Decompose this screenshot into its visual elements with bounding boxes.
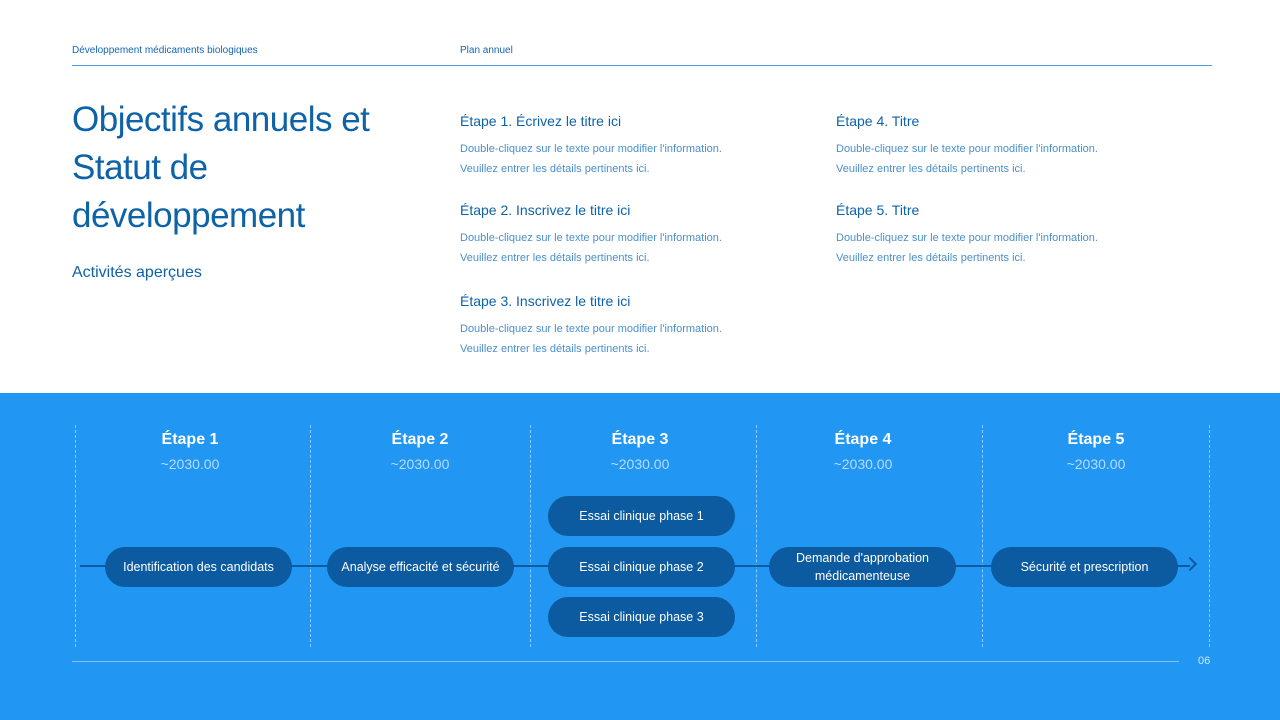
stage-date: ~2030.00 [160, 456, 220, 472]
timeline-column-1 [80, 425, 300, 647]
column-separator [75, 425, 76, 647]
stage-name: Étape 5 [1067, 431, 1125, 448]
header-section-label: Plan annuel [460, 45, 513, 56]
step-title: Étape 1. Écrivez le titre ici [460, 113, 622, 129]
step-description-line: Veuillez entrer les détails pertinents ici. [460, 343, 650, 355]
timeline-column-2 [310, 425, 530, 647]
step-description-line: Double-cliquez sur le texte pour modifier l'information. [460, 232, 722, 244]
stage-name: Étape 1 [161, 431, 219, 448]
stage-date: ~2030.00 [833, 456, 893, 472]
stage-name: Étape 2 [391, 431, 449, 448]
timeline-column-4 [753, 425, 973, 647]
milestone-pill-securite: Sécurité et prescription [991, 547, 1178, 587]
milestone-pill-phase-3: Essai clinique phase 3 [548, 597, 735, 637]
header-document-title: Développement médicaments biologiques [72, 45, 258, 56]
stage-name: Étape 4 [834, 431, 892, 448]
step-description-line: Veuillez entrer les détails pertinents ici. [836, 252, 1026, 264]
milestone-pill-identification: Identification des candidats [105, 547, 292, 587]
milestone-pill-phase-1: Essai clinique phase 1 [548, 496, 735, 536]
step-description-line: Veuillez entrer les détails pertinents ici. [836, 163, 1026, 175]
page-number: 06 [1198, 655, 1211, 667]
step-description-line: Double-cliquez sur le texte pour modifier l'information. [836, 143, 1098, 155]
column-separator [982, 425, 983, 647]
stage-name: Étape 3 [611, 431, 669, 448]
footer-divider [72, 661, 1179, 662]
timeline-column-5 [986, 425, 1206, 647]
step-block-4 [836, 111, 1166, 179]
stage-date: ~2030.00 [1066, 456, 1126, 472]
step-block-3 [460, 291, 790, 359]
timeline-band [0, 393, 1280, 720]
milestone-pill-phase-2: Essai clinique phase 2 [548, 547, 735, 587]
step-block-2 [460, 200, 790, 268]
step-description-line: Veuillez entrer les détails pertinents ici. [460, 252, 650, 264]
step-block-5 [836, 200, 1166, 268]
step-description-line: Double-cliquez sur le texte pour modifier l'information. [460, 323, 722, 335]
header-divider [72, 65, 1212, 66]
column-separator [1209, 425, 1210, 647]
page-subtitle: Activités aperçues [72, 264, 202, 281]
step-description-line: Double-cliquez sur le texte pour modifier l'information. [836, 232, 1098, 244]
step-title: Étape 2. Inscrivez le titre ici [460, 202, 631, 218]
step-title: Étape 5. Titre [836, 202, 920, 218]
step-description-line: Veuillez entrer les détails pertinents ici. [460, 163, 650, 175]
milestone-pill-demande: Demande d'approbation médicamenteuse [769, 547, 956, 587]
stage-date: ~2030.00 [610, 456, 670, 472]
step-description-line: Double-cliquez sur le texte pour modifier l'information. [460, 143, 722, 155]
step-title: Étape 4. Titre [836, 113, 920, 129]
step-block-1 [460, 111, 790, 179]
step-title: Étape 3. Inscrivez le titre ici [460, 293, 631, 309]
stage-date: ~2030.00 [390, 456, 450, 472]
milestone-pill-analyse: Analyse efficacité et sécurité [327, 547, 514, 587]
page-title: Objectifs annuels et Statut de développement [72, 100, 370, 235]
